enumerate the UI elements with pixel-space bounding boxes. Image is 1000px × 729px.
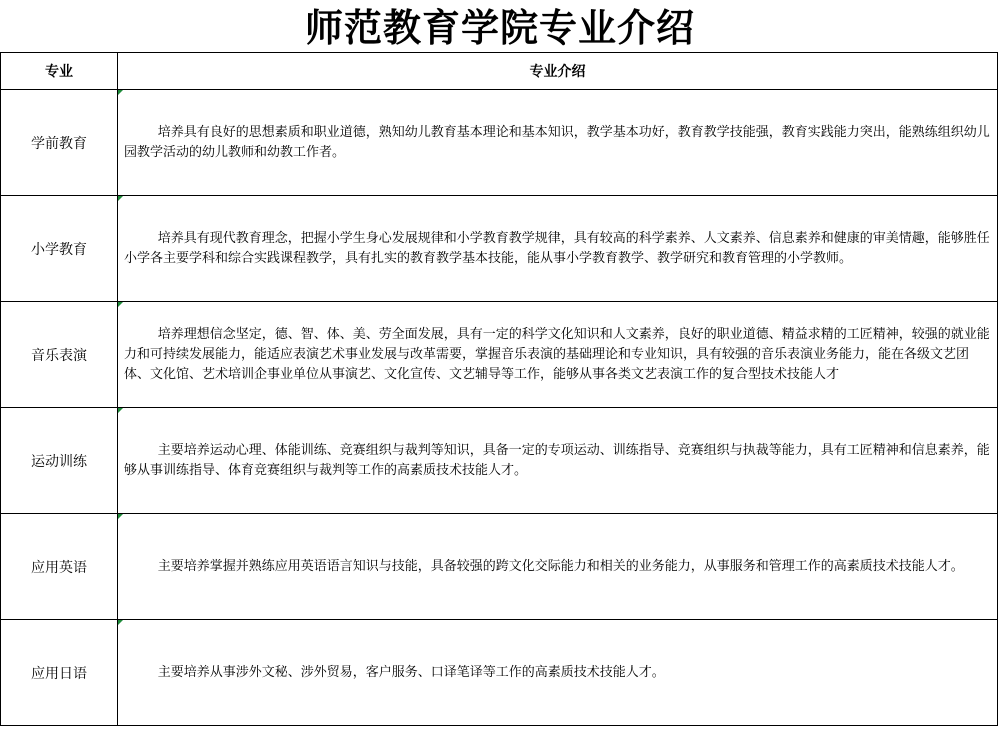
major-name-cell[interactable]: 运动训练: [1, 408, 118, 514]
table-row: [1, 514, 998, 620]
table-row: [1, 620, 998, 726]
comment-marker-icon: [118, 408, 123, 413]
major-description-text: 主要培养运动心理、体能训练、竞赛组织与裁判等知识，具备一定的专项运动、训练指导、竞赛组织与执裁等能力，具有工匠精神和信息素养，能够从事训练指导、体育竞赛组织与裁判等工作的高素质技术技能人才。: [124, 442, 990, 478]
major-description-text: 培养理想信念坚定，德、智、体、美、劳全面发展，具有一定的科学文化知识和人文素养，良好的职业道德、精益求精的工匠精神，较强的就业能力和可持续发展能力，能适应表演艺术事业发展与改革需要，掌握音乐表演的基础理论和专业知识，具有较强的音乐表演业务能力，能在各级文艺团体、文化馆、艺术培训企事业单位从事演艺、文化宣传、文艺辅导等工作，能够从事各类文艺表演工作的复合型技术技能人才: [124, 326, 990, 382]
major-description-cell[interactable]: [118, 90, 998, 196]
major-description-cell[interactable]: [118, 196, 998, 302]
major-description-cell[interactable]: [118, 408, 998, 514]
major-description-text: 培养具有现代教育理念，把握小学生身心发展规律和小学教育教学规律，具有较高的科学素养、人文素养、信息素养和健康的审美情趣，能够胜任小学各主要学科和综合实践课程教学，具有扎实的教育教学基本技能，能从事小学教育教学、教学研究和教育管理的小学教师。: [124, 230, 990, 266]
header-major: 专业: [1, 53, 118, 90]
table-row: [1, 90, 998, 196]
page-title: 师范教育学院专业介绍: [304, 5, 695, 50]
major-name-cell[interactable]: 音乐表演: [1, 302, 118, 408]
header-intro: 专业介绍: [118, 53, 998, 90]
table-row: [1, 302, 998, 408]
comment-marker-icon: [118, 302, 123, 307]
table-header-row: [1, 53, 998, 90]
comment-marker-icon: [118, 196, 123, 201]
major-name-cell[interactable]: 应用日语: [1, 620, 118, 726]
major-description-cell[interactable]: [118, 302, 998, 408]
majors-table: [0, 52, 998, 726]
major-description-text: 主要培养从事涉外文秘、涉外贸易，客户服务、口译笔译等工作的高素质技术技能人才。: [157, 664, 665, 680]
major-description-cell[interactable]: [118, 620, 998, 726]
major-name-cell[interactable]: 学前教育: [1, 90, 118, 196]
major-name-cell[interactable]: 小学教育: [1, 196, 118, 302]
major-description-text: 培养具有良好的思想素质和职业道德，熟知幼儿教育基本理论和基本知识，教学基本功好，教育教学技能强，教育实践能力突出，能熟练组织幼儿园教学活动的幼儿教师和幼教工作者。: [124, 124, 990, 160]
major-name-cell[interactable]: 应用英语: [1, 514, 118, 620]
comment-marker-icon: [118, 90, 123, 95]
major-description-cell[interactable]: [118, 514, 998, 620]
comment-marker-icon: [118, 620, 123, 625]
table-row: [1, 196, 998, 302]
table-row: [1, 408, 998, 514]
comment-marker-icon: [118, 514, 123, 519]
major-description-text: 主要培养掌握并熟练应用英语语言知识与技能，具备较强的跨文化交际能力和相关的业务能力，从事服务和管理工作的高素质技术技能人才。: [157, 558, 964, 574]
